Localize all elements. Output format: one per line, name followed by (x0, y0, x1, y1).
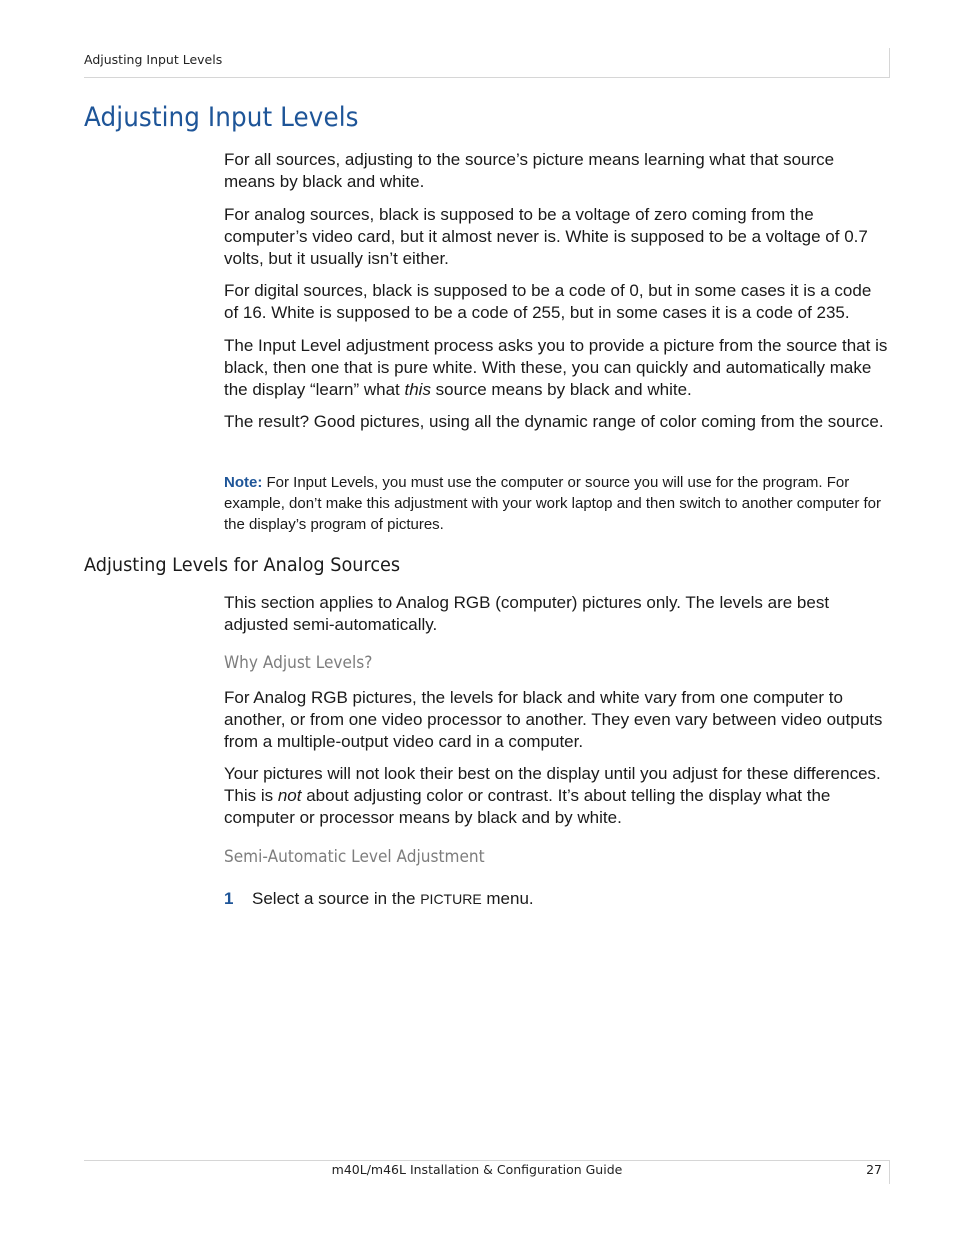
paragraph-5: The result? Good pictures, using all the dynamic range of color coming from the source. (224, 412, 884, 431)
paragraph-2: For analog sources, black is supposed to be a voltage of zero coming from the computer’s video card, but it almost never is. White is supposed to be a voltage of 0.7 volts, but it usually isn’t either. (224, 205, 868, 268)
why-paragraph-2 (224, 763, 889, 829)
note (224, 472, 889, 535)
step-number: 1 (224, 889, 234, 908)
why-paragraph-1: For Analog RGB pictures, the levels for black and white vary from one computer to another, or from one video processor to another. They even vary between video outputs from a multiple-output video card in a computer. (224, 688, 883, 751)
header-corner-rule (889, 48, 890, 78)
subsection-intro: This section applies to Analog RGB (computer) pictures only. The levels are best adjusted semi-automatically. (224, 593, 830, 634)
paragraph-4-emphasis: this (404, 380, 431, 399)
why-adjust-heading: Why Adjust Levels? (224, 653, 373, 672)
step-text: Select a source in the (252, 889, 421, 908)
page-number: 27 (866, 1162, 882, 1177)
why-paragraph-2-emphasis: not (277, 786, 302, 805)
why-paragraph-2-text: Your pictures will not look their best on the display until you adjust for these differences. This is (224, 764, 881, 805)
note-text: For Input Levels, you must use the computer or source you will use for the program. For example, don’t make this adjustment with your work laptop and then switch to another computer for the display’s program of pictures. (224, 474, 882, 533)
picture-menu-name: PICTURE (420, 891, 482, 907)
paragraph-4-text: The Input Level adjustment process asks you to provide a picture from the source that is black, then one that is pure white. With these, you can quickly and automatically make the display “learn” what (224, 336, 888, 399)
step-text-end: menu. (481, 889, 534, 908)
running-header: Adjusting Input Levels (84, 52, 223, 67)
paragraph-4 (224, 335, 889, 401)
note-label: Note: (224, 474, 263, 491)
subsection-title: Adjusting Levels for Analog Sources (84, 554, 401, 576)
step-1 (224, 888, 534, 910)
header-rule (84, 77, 890, 78)
footer-rule (84, 1160, 890, 1161)
paragraph-3: For digital sources, black is supposed to be a code of 0, but in some cases it is a code of 16. White is supposed to be a code of 255, but in some cases it is a code of 235. (224, 281, 872, 322)
why-paragraph-2-text-end: about adjusting color or contrast. It’s about telling the display what the computer or processor means by black and by white. (224, 786, 831, 827)
paragraph-1: For all sources, adjusting to the source’s picture means learning what that source means by black and white. (224, 150, 835, 191)
page-title: Adjusting Input Levels (84, 102, 359, 133)
paragraph-4-text-end: source means by black and white. (430, 380, 692, 399)
semi-automatic-heading: Semi-Automatic Level Adjustment (224, 847, 485, 866)
footer-guide-title: m40L/m46L Installation & Configuration Guide (331, 1162, 623, 1177)
